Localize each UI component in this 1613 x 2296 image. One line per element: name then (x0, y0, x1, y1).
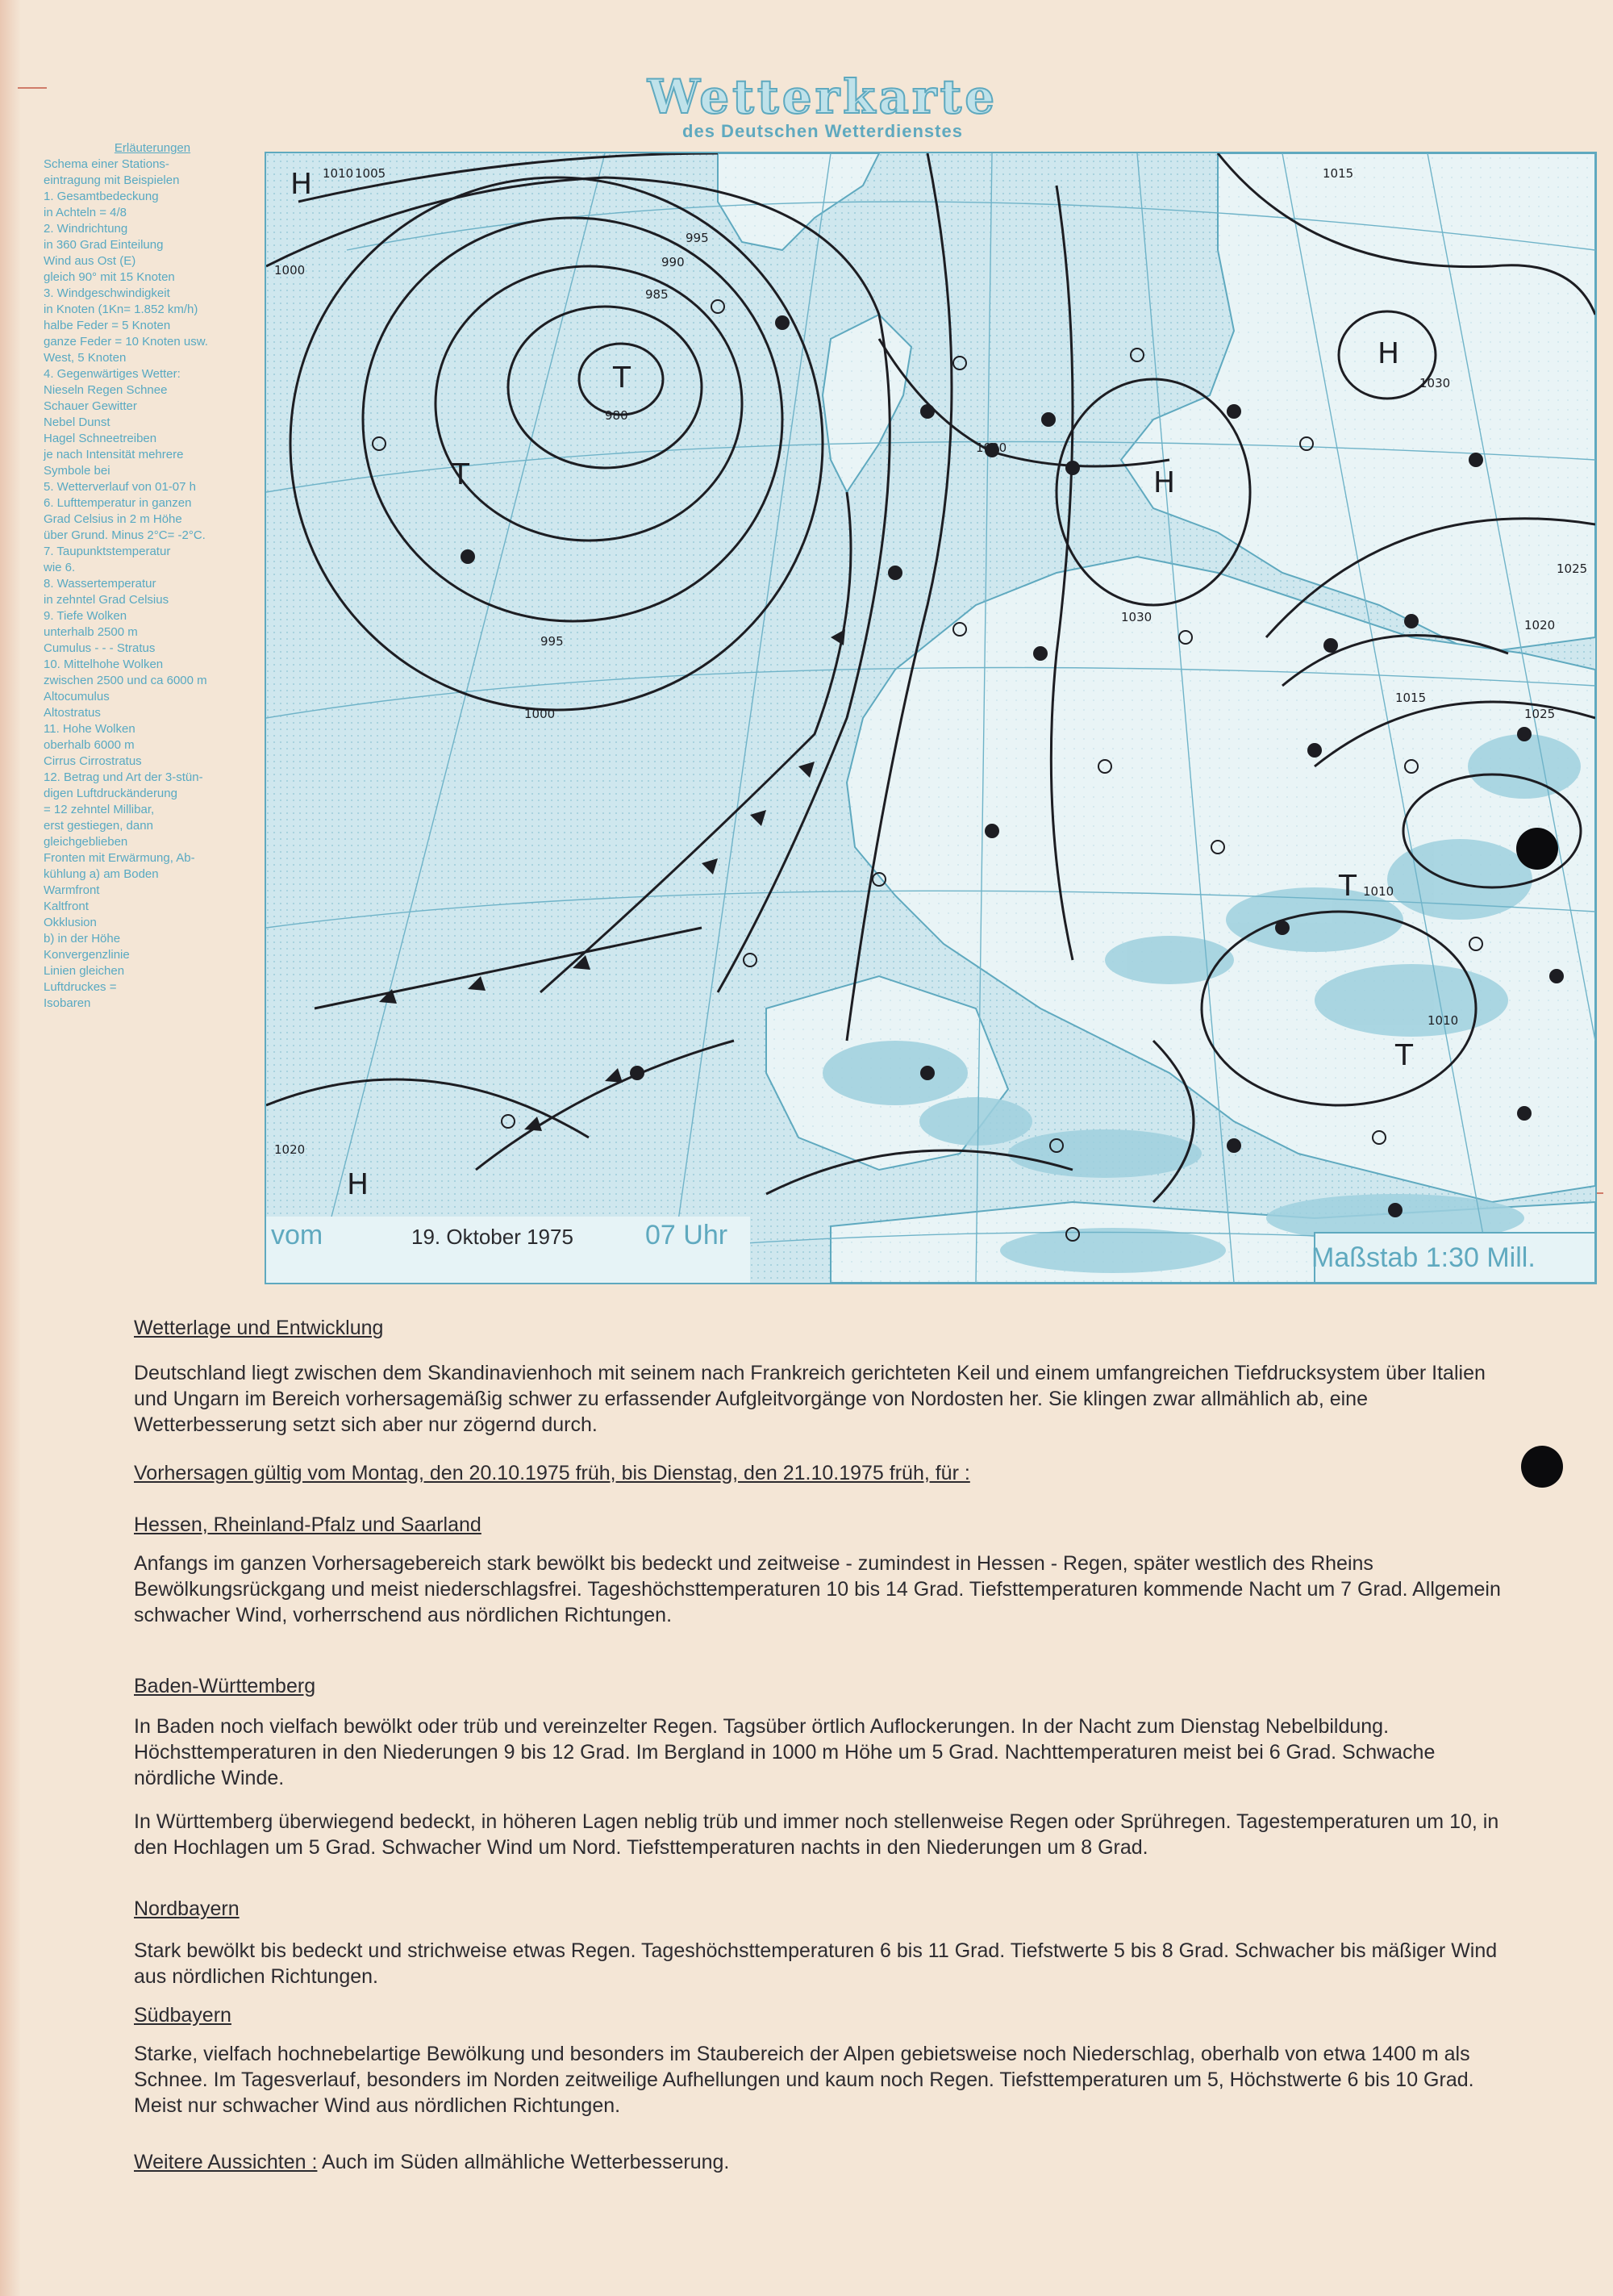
heading-hessen: Hessen, Rheinland-Pfalz und Saarland (134, 1513, 481, 1536)
heading-baden-wuerttemberg: Baden-Württemberg (134, 1675, 316, 1697)
isobar-label: 1020 (976, 440, 1007, 455)
legend-line: in zehntel Grad Celsius (44, 593, 169, 607)
legend-line: erst gestiegen, dann (44, 819, 153, 833)
legend-line: 2. Windrichtung (44, 222, 128, 236)
legend-line: Okklusion (44, 916, 97, 929)
legend-line: 3. Windgeschwindigkeit (44, 286, 170, 300)
legend-line: 9. Tiefe Wolken (44, 609, 127, 623)
title-sub: des Deutschen Wetterdienstes (682, 121, 963, 141)
legend-line: Cirrus Cirrostratus (44, 754, 142, 768)
legend-line: Cumulus - - - Stratus (44, 641, 156, 655)
legend-line: digen Luftdruckänderung (44, 787, 177, 800)
map-time: 07 Uhr (645, 1220, 728, 1250)
text-nordbayern: Stark bewölkt bis bedeckt und strichweise etwas Regen. Tageshöchsttemperaturen 6 bis 11 Grad. Tiefstwerte 5 bis 8 Grad. Schwacher bis mäßiger Wind aus nördlichen Richtungen. (134, 1939, 1498, 1988)
high-center: H (290, 168, 313, 201)
legend-line: wie 6. (44, 561, 76, 574)
isobar-label: 1010 (1428, 1013, 1459, 1028)
map-date: 19. Oktober 1975 (411, 1225, 573, 1249)
text-hessen: Anfangs im ganzen Vorhersagebereich stark bewölkt bis bedeckt und zeitweise - zumindest in Hessen - Regen, später westlich des Rheins Bewölkungsrückgang und meist niederschlagsfrei. Tageshöchsttemperaturen 10 bis 14 Grad. Tiefsttemperaturen kommende Nacht um 7 Grad. Allgemein schwacher Wind, vorherrschend aus nördlichen Richtungen. (134, 1552, 1501, 1626)
text-wetterlage: Deutschland liegt zwischen dem Skandinavienhoch mit seinem nach Frankreich gerichteten Keil und einem umfangreichen Tiefdrucksystem über Italien und Ungarn im Bereich vorhersagemäßig schwer zu erfassender Aufgleitvorgänge von Nordosten her. Sie klingen zwar allmählich ab, eine Wetterbesserung setzt sich aber nur zögernd durch. (134, 1362, 1486, 1436)
legend-line: 6. Lufttemperatur in ganzen (44, 496, 192, 510)
legend-line: = 12 zehntel Millibar, (44, 803, 155, 816)
heading-suedbayern: Südbayern (134, 2004, 231, 2027)
isobar-label: 1020 (274, 1142, 306, 1157)
text-suedbayern: Starke, vielfach hochnebelartige Bewölkung und besonders im Staubereich der Alpen gebietsweise noch Niederschlag, oberhalb von etwa 1400 m als Schnee. Im Tagesverlauf, besonders im Norden zeitweilige Aufhellungen und kaum noch Regen. Tiefsttemperaturen um 5, Höchstwerte 6 bis 10 Grad. Meist nur schwacher Wind aus nördlichen Richtungen. (134, 2043, 1474, 2117)
legend-line: Grad Celsius in 2 m Höhe (44, 512, 182, 526)
legend-line: ganze Feder = 10 Knoten usw. (44, 335, 208, 349)
isobar-label: 1010 (323, 166, 354, 181)
legend-line: Kaltfront (44, 900, 89, 913)
aussichten (134, 2149, 1513, 2175)
legend-line: in Knoten (1Kn= 1.852 km/h) (44, 303, 198, 316)
high-center: H (347, 1168, 369, 1201)
legend-line: 10. Mittelhohe Wolken (44, 657, 164, 671)
isobar-label: 1000 (524, 707, 556, 721)
legend-line: eintragung mit Beispielen (44, 173, 180, 187)
isobar-label: 995 (686, 231, 709, 245)
legend-line: Nieseln Regen Schnee (44, 383, 168, 397)
legend-line: Symbole bei (44, 464, 110, 478)
heading-nordbayern: Nordbayern (134, 1897, 240, 1920)
legend-line: Altostratus (44, 706, 101, 720)
legend-line: West, 5 Knoten (44, 351, 127, 365)
legend-line: 5. Wetterverlauf von 01-07 h (44, 480, 196, 494)
legend-line: Luftdruckes = (44, 980, 117, 994)
legend-line: Schema einer Stations- (44, 157, 169, 171)
isobar-label: 1025 (1557, 561, 1588, 576)
text-aussichten: Auch im Süden allmähliche Wetterbesserung. (322, 2151, 730, 2173)
legend-line: oberhalb 6000 m (44, 738, 135, 752)
isobar-label: 990 (661, 255, 685, 269)
legend-line: 8. Wassertemperatur (44, 577, 156, 591)
legend (44, 140, 261, 1012)
isobar-label: 1020 (1524, 618, 1556, 632)
legend-line: gleichgeblieben (44, 835, 128, 849)
legend-line: 7. Taupunktstemperatur (44, 545, 171, 558)
legend-line: Wind aus Ost (E) (44, 254, 136, 268)
paper-edge (0, 0, 21, 2296)
legend-line: 11. Hohe Wolken (44, 722, 135, 736)
legend-line: gleich 90° mit 15 Knoten (44, 270, 175, 284)
legend-line: Hagel Schneetreiben (44, 432, 157, 445)
legend-line: in 360 Grad Einteilung (44, 238, 164, 252)
isobar-label: 1015 (1323, 166, 1354, 181)
isobar-label: 995 (540, 634, 564, 649)
punch-hole (1516, 828, 1558, 870)
map-vom-label: vom (271, 1220, 323, 1250)
punch-hole (1521, 1446, 1563, 1488)
isobar-label: 1005 (355, 166, 386, 181)
legend-line: Linien gleichen (44, 964, 125, 978)
legend-lines (44, 157, 261, 1012)
legend-line: halbe Feder = 5 Knoten (44, 319, 171, 332)
isobar-label: 980 (605, 408, 628, 423)
text-baden: In Baden noch vielfach bewölkt oder trüb und vereinzelter Regen. Tagsüber örtlich Auflockerungen. In der Nacht zum Dienstag Nebelbildung. Höchsttemperaturen in den Niederungen 9 bis 12 Grad. Im Bergland in 1000 m Höhe um 5 Grad. Nachttemperaturen meist bei 6 Grad. Schwache nördliche Winde. (134, 1715, 1436, 1789)
legend-line: zwischen 2500 und ca 6000 m (44, 674, 207, 687)
map-drawing (266, 153, 1595, 1283)
low-center: T (452, 458, 469, 491)
legend-line: Nebel Dunst (44, 415, 110, 429)
legend-line: unterhalb 2500 m (44, 625, 138, 639)
isobar-label: 1025 (1524, 707, 1556, 721)
legend-title: Erläuterungen (114, 141, 191, 155)
legend-line: 12. Betrag und Art der 3-stün- (44, 770, 203, 784)
legend-line: Fronten mit Erwärmung, Ab- (44, 851, 195, 865)
title-main: Wetterkarte (647, 69, 998, 124)
high-center: H (1153, 466, 1176, 499)
low-center: T (1395, 1039, 1413, 1072)
low-center: T (613, 361, 631, 394)
isobar-label: 1000 (274, 263, 306, 278)
heading-vorhersage: Vorhersagen gültig vom Montag, den 20.10.1975 früh, bis Dienstag, den 21.10.1975 früh, für : (134, 1462, 970, 1484)
heading-wetterlage: Wetterlage und Entwicklung (134, 1317, 384, 1339)
isobar-label: 1010 (1363, 884, 1394, 899)
isobar-label: 1030 (1121, 610, 1152, 624)
map-scale: Maßstab 1:30 Mill. (1311, 1242, 1536, 1273)
low-center: T (1339, 870, 1357, 903)
text-wuerttemberg: In Württemberg überwiegend bedeckt, in höheren Lagen neblig trüb und immer noch stellenweise Regen oder Sprühregen. Tagestemperaturen um 10, in den Hochlagen um 5 Grad. Schwacher Wind um Nord. Tiefsttemperaturen nachts in den Niederungen um 8 Grad. (134, 1810, 1499, 1859)
weather-map (265, 152, 1597, 1284)
legend-line: je nach Intensität mehrere (44, 448, 184, 461)
legend-line: 1. Gesamtbedeckung (44, 190, 159, 203)
legend-line: b) in der Höhe (44, 932, 121, 946)
legend-line: Isobaren (44, 996, 91, 1010)
legend-line: über Grund. Minus 2°C= -2°C. (44, 528, 206, 542)
legend-line: kühlung a) am Boden (44, 867, 159, 881)
legend-line: Konvergenzlinie (44, 948, 130, 962)
legend-line: in Achteln = 4/8 (44, 206, 127, 219)
legend-line: Altocumulus (44, 690, 110, 703)
legend-line: Warmfront (44, 883, 100, 897)
high-center: H (1378, 337, 1400, 370)
isobar-label: 1015 (1395, 691, 1427, 705)
margin-mark (18, 87, 47, 89)
legend-line: 4. Gegenwärtiges Wetter: (44, 367, 181, 381)
legend-line: Schauer Gewitter (44, 399, 137, 413)
page-title (597, 69, 1048, 142)
isobar-label: 985 (645, 287, 669, 302)
heading-aussichten: Weitere Aussichten : (134, 2151, 318, 2173)
isobar-label: 1030 (1419, 376, 1451, 390)
